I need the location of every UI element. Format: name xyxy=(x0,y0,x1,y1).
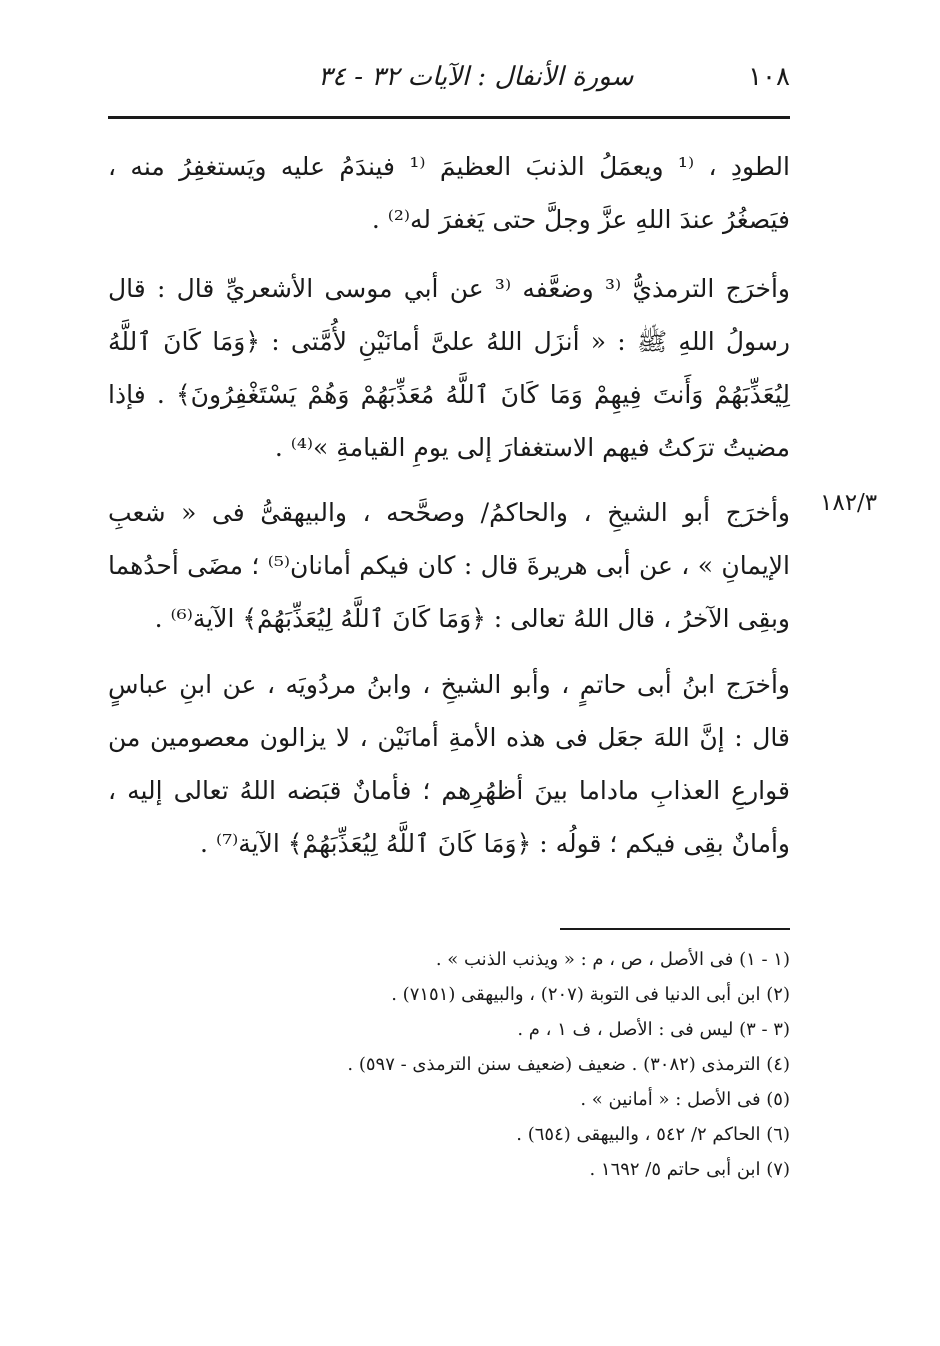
paragraph-3: وأخرَج أبو الشيخِ ، والحاكمُ/ وصحَّحه ، والبيهقىُّ فى « شعبِ الإيمانِ » ، عن أبى هريرةَ قال : كان فيكم أمانان⁽⁵⁾ ؛ مضَى أحدُهما وبقِى الآخرُ ، قال اللهُ تعالى : ﴿وَمَا كَانَ ٱللَّهُ لِيُعَذِّبَهُمْ﴾ الآية⁽⁶⁾ . xyxy=(108,498,790,633)
footnote-item: (٣ - ٣) ليس فى : الأصل ، ف ١ ، م . xyxy=(517,1019,790,1040)
footnote-item: (٧) ابن أبى حاتم ٥/ ١٦٩٢ . xyxy=(589,1159,790,1180)
margin-reference: ١٨٢/٣ xyxy=(820,490,878,516)
page-header xyxy=(108,48,790,108)
footnote-item: (٢) ابن أبى الدنيا فى التوبة (٢٠٧) ، والبيهقى (٧١٥١) . xyxy=(391,984,790,1005)
footnotes-list xyxy=(300,942,790,1187)
footnote-rule xyxy=(560,928,790,930)
footnote-item: (٤) الترمذى (٣٠٨٢) . ضعيف (ضعيف سنن الترمذى - ٥٩٧) . xyxy=(347,1054,790,1075)
paragraph-2: وأخرَج الترمذيُّ ⁽³ وضعَّفه ⁽³ عن أبي موسى الأشعريِّ قال : قال رسولُ اللهِ ﷺ : « أنزَل اللهُ علىَّ أمانَيْنِ لأُمَّتى : ﴿وَمَا كَانَ ٱللَّهُ لِيُعَذِّبَهُمْ وَأَنتَ فِيهِمْ وَمَا كَانَ ٱللَّهُ مُعَذِّبَهُمْ وَهُمْ يَسْتَغْفِرُونَ﴾ . فإذا مضيتُ ترَكتُ فيهم الاستغفارَ إلى يومِ القيامةِ »⁽⁴⁾ . xyxy=(108,274,790,462)
paragraph-1: الطودِ ، ⁽¹ ويعمَلُ الذنبَ العظيمَ ⁽¹ فيندَمُ عليه ويَستغفِرُ منه ، فيَصغُرُ عندَ اللهِ عزَّ وجلَّ حتى يَغفرَ له⁽²⁾ . xyxy=(108,152,790,234)
footnote-item: (٦) الحاكم ٢/ ٥٤٢ ، والبيهقى (٦٥٤) . xyxy=(516,1124,790,1145)
footnote-item: (١ - ١) فى الأصل ، ص ، م : « ويذنب الذنب » . xyxy=(435,949,790,970)
footnote-item: (٥) فى الأصل : « أمانين » . xyxy=(580,1089,790,1110)
running-title: سورة الأنفال : الآيات ٣٢ - ٣٤ xyxy=(318,62,634,92)
page-number: ١٠٨ xyxy=(748,62,790,92)
header-rule xyxy=(108,116,790,119)
paragraph-4: وأخرَج ابنُ أبى حاتمٍ ، وأبو الشيخِ ، وابنُ مردُويَه ، عن ابنِ عباسٍ قال : إنَّ اللهَ جعَل فى هذه الأمةِ أمانَيْن ، لا يزالون معصومين من قوارعِ العذابِ ماداما بينَ أظهُرِهم ؛ فأمانٌ قبَضه اللهُ تعالى إليه ، وأمانٌ بقِى فيكم ؛ قولُه : ﴿وَمَا كَانَ ٱللَّهُ لِيُعَذِّبَهُمْ﴾ الآية⁽⁷⁾ . xyxy=(108,670,790,858)
